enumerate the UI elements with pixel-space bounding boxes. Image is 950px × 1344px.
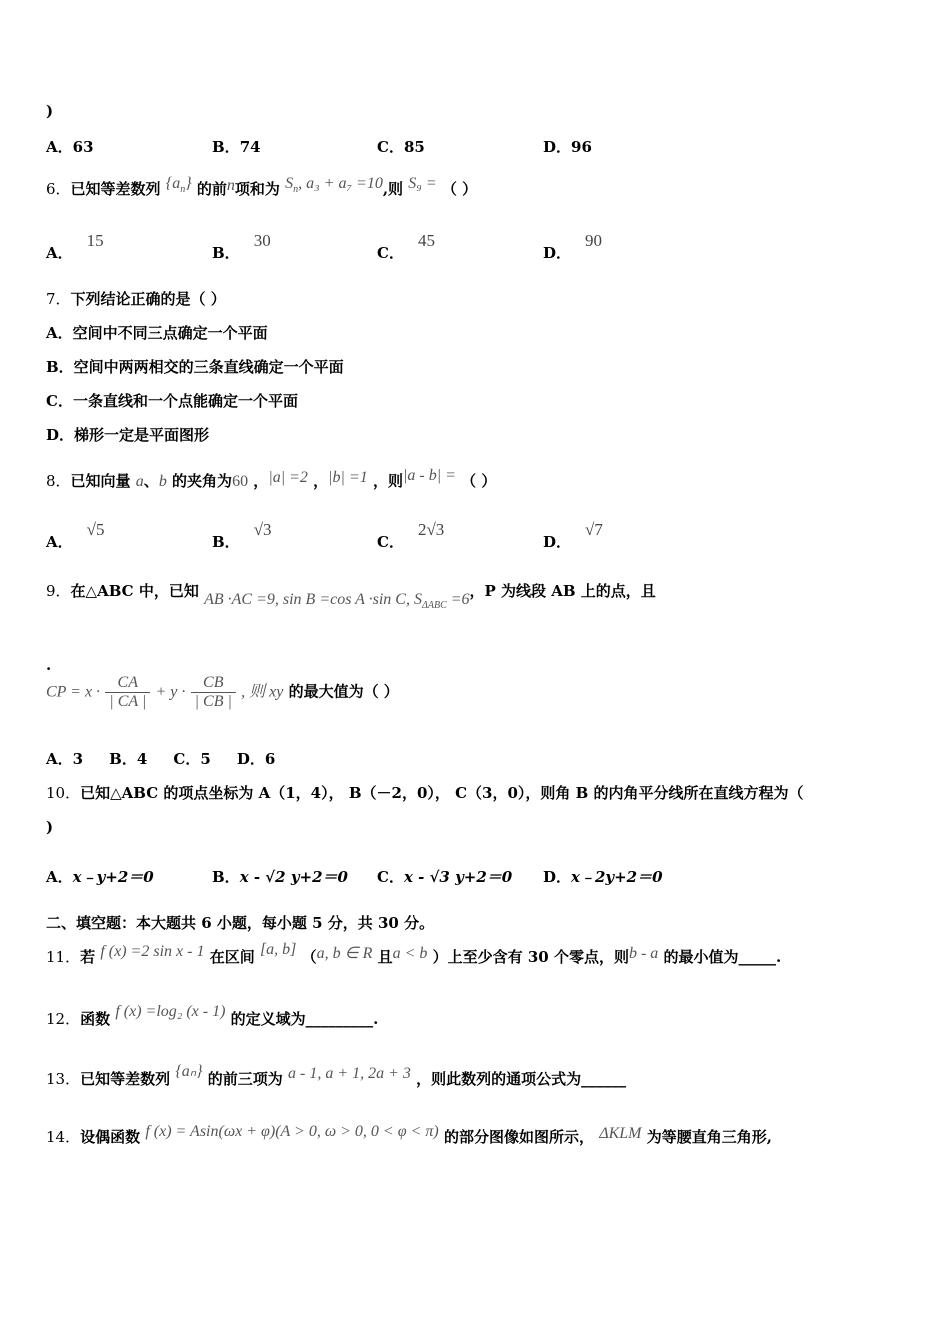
q9-options: A．3 B．4 C．5 D．6 — [46, 750, 276, 768]
q12-stem: 12．函数 f (x) =log₂ (x - 1) 的定义域为_________. — [46, 1003, 379, 1028]
q8-option-a: A．√5 — [46, 520, 105, 551]
q14-stem: 14．设偶函数 f (x) = Asin(ωx + φ)(A > 0, ω > 0, 0 < φ < π) 的部分图像如图所示， ΔKLM 为等腰直角三角形, — [46, 1123, 772, 1146]
q7-option-b: B．空间中两两相交的三条直线确定一个平面 — [46, 358, 344, 376]
q8-option-d: D．√7 — [543, 520, 603, 551]
q9-frac-cb: $\frac{CB}{| CB |}$ — [191, 674, 236, 711]
q9-stem: 9．在△ABC 中，已知 AB ·AC =9, sin B =cos A ·sin C, $S_{\Delta ABC} =6$，P 为线段 AB 上的点，且 — [46, 582, 656, 611]
q10-option-c: C．x - √3 y+2＝0 — [377, 868, 513, 886]
continuation-paren: ) — [46, 102, 54, 120]
q9-formula: CP = x · $\frac{CA}{| CA |}$ + y · $\frac{CB}{| CB |}$ , 则 xy 的最大值为（ ） — [46, 674, 399, 710]
section-fill-in-heading: 二、填空题：本大题共 6 小题，每小题 5 分，共 30 分。 — [46, 914, 435, 932]
q7-option-c: C．一条直线和一个点能确定一个平面 — [46, 392, 298, 410]
q6-option-d: D．90 — [543, 231, 603, 262]
q7-stem: 7．下列结论正确的是（ ） — [46, 290, 226, 308]
q10-tail: ) — [46, 818, 54, 836]
q6-option-c: C．45 — [377, 231, 435, 262]
q6-option-b: B．30 — [212, 231, 271, 262]
q6-option-a: A．15 — [46, 231, 104, 262]
q5-option-a: A．63 — [46, 138, 94, 156]
q10-stem: 10．已知△ABC 的项点坐标为 A（1，4）， B（－2，0）， C（3，0），则角 B 的内角平分线所在直线方程为（ — [46, 784, 804, 802]
q13-stem: 13．已知等差数列 {aₙ} 的前三项为 a - 1, a + 1, 2a + 3 ，则此数列的通项公式为______ — [46, 1063, 627, 1088]
q11-stem: 11．若 f (x) =2 sin x - 1 在区间 [a, b] （a, b ∈ R 且a < b ）上至少含有 30 个零点，则b - a 的最小值为_____. — [46, 941, 782, 966]
q8-option-c: C．2√3 — [377, 520, 445, 551]
q5-option-d: D．96 — [543, 138, 592, 156]
q9-frac-ca: $\frac{CA}{| CA |}$ — [105, 674, 150, 711]
q10-option-b: B．x - √2 y+2＝0 — [212, 868, 348, 886]
q5-option-b: B．74 — [212, 138, 261, 156]
q8-stem: 8．已知向量 a、b 的夹角为60 ，|a| =2 ，|b| =1 ，则|a - b| = （ ） — [46, 467, 497, 490]
q7-option-d: D．梯形一定是平面图形 — [46, 426, 210, 444]
q6-stem: 6．已知等差数列 $\{a_n\}$ 的前n项和为 $S_n$, a₃ + a₇ =10,则 S₉ = （ ） — [46, 175, 478, 198]
q5-option-c: C．85 — [377, 138, 425, 156]
q8-option-b: B．√3 — [212, 520, 272, 551]
q9-dot: . — [46, 656, 52, 674]
q10-option-d: D．x﹣2y+2＝0 — [543, 868, 663, 886]
q10-option-a: A．x﹣y+2＝0 — [46, 868, 154, 886]
q7-option-a: A．空间中不同三点确定一个平面 — [46, 324, 268, 342]
